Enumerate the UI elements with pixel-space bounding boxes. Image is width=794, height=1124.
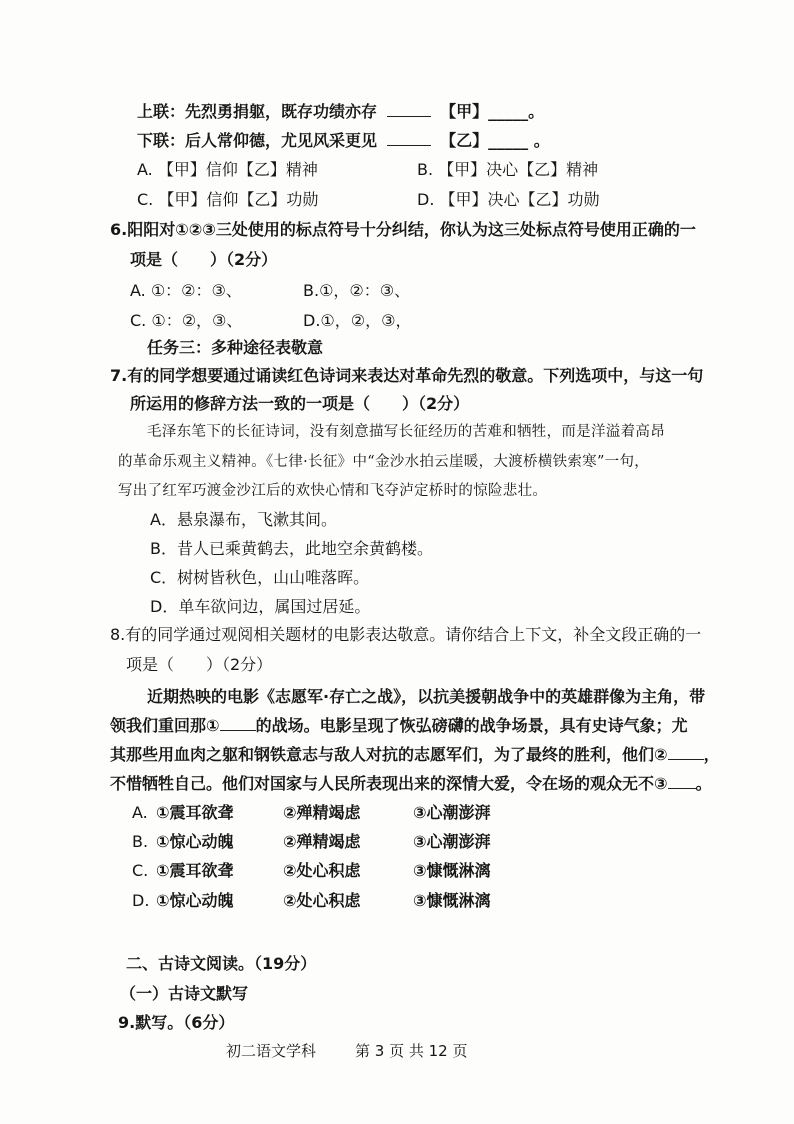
q8-option-a-c2: ②殚精竭虑 (283, 803, 361, 822)
q5-option-d: D. 【甲】决心【乙】功勋 (417, 190, 600, 209)
couplet-lower-text: 下联：后人常仰德，尤见风采更见 (137, 131, 378, 150)
q8-option-a-c3: ③心潮澎湃 (413, 803, 491, 822)
blank-line (387, 102, 431, 117)
q8-stem-line2: 项是（ ）（2分） (126, 655, 273, 674)
q8-option-b-c1: ①惊心动魄 (156, 832, 234, 851)
q6-stem-line1: 6.阳阳对①②③三处使用的标点符号十分纠结，你认为这三处标点符号使用正确的一 (110, 220, 696, 239)
q9-stem: 9.默写。（6分） (118, 1013, 235, 1032)
blank-line-1 (220, 716, 256, 731)
q7-option-a: A．悬泉瀑布，飞漱其间。 (150, 510, 337, 529)
q8-option-b-label: B. (132, 832, 149, 851)
q5-option-b: B. 【甲】决心【乙】精神 (417, 160, 599, 179)
couplet-upper (137, 102, 544, 122)
footer-subject: 初二语文学科 (226, 1042, 317, 1060)
q8-stem-line1: 8.有的同学通过观阅相关题材的电影表达敬意。请你结合上下文，补全文段正确的一 (110, 625, 702, 644)
q7-quote-line2: 的革命乐观主义精神。《七律·长征》中“金沙水拍云崖暖，大渡桥横铁索寒”一句， (118, 454, 650, 470)
q7-quote-line1: 毛泽东笔下的长征诗词，没有刻意描写长征经历的苦难和牺牲，而是洋溢着高昂 (147, 424, 665, 440)
blank-line-3 (668, 774, 696, 789)
q6-option-d: D.①，②，③， (303, 311, 412, 330)
q8-passage-line4-pre: 不惜牺牲自己。他们对国家与人民所表现出来的深情大爱，令在场的观众无不③ (110, 774, 668, 793)
q8-passage-line3-pre: 其那些用血肉之躯和钢铁意志与敌人对抗的志愿军们，为了最终的胜利，他们② (110, 745, 668, 764)
q8-passage-line3 (110, 745, 720, 765)
q8-passage-line2 (110, 716, 688, 736)
q8-option-b-c3: ③心潮澎湃 (413, 832, 491, 851)
q7-stem-line1: 7.有的同学想要通过诵读红色诗词来表达对革命先烈的敬意。下列选项中，与这一句 (110, 366, 704, 385)
q8-option-c-c1: ①震耳欲聋 (156, 861, 234, 880)
couplet-lower (137, 131, 550, 151)
q8-passage-line4 (110, 774, 712, 794)
section2-title: 二、古诗文阅读。（19分） (126, 954, 317, 973)
q8-passage-line4-post: 。 (695, 774, 712, 793)
q8-option-d-label: D. (132, 891, 150, 910)
q6-stem-line2: 项是（ ）（2分） (130, 250, 278, 269)
blank-line-2 (668, 745, 704, 760)
q7-quote-line3: 写出了红军巧渡金沙江后的欢快心情和飞夺泸定桥时的惊险悲壮。 (118, 483, 548, 499)
q8-option-d-c1: ①惊心动魄 (156, 891, 234, 910)
q5-option-a: A. 【甲】信仰【乙】精神 (137, 160, 318, 179)
q8-option-c-c2: ②处心积虑 (283, 861, 361, 880)
q8-option-a-label: A. (132, 803, 148, 822)
couplet-lower-tail: 【乙】_____ 。 (440, 131, 550, 150)
couplet-upper-text: 上联：先烈勇捐躯，既存功绩亦存 (137, 102, 378, 121)
q8-option-c-label: C. (132, 861, 149, 880)
q6-option-b: B.①，②：③、 (303, 281, 411, 300)
blank-line (387, 131, 431, 146)
footer-page-number: 第 3 页 共 12 页 (355, 1042, 468, 1060)
q8-option-a-c1: ①震耳欲聋 (156, 803, 234, 822)
task3-heading: 任务三：多种途径表敬意 (147, 338, 324, 357)
section2-subtitle: （一）古诗文默写 (120, 984, 249, 1003)
q7-option-c: C．树树皆秋色，山山唯落晖。 (150, 568, 370, 587)
q8-option-b-c2: ②殚精竭虑 (283, 832, 361, 851)
q5-option-c: C. 【甲】信仰【乙】功勋 (137, 190, 319, 209)
q7-option-b: B．昔人已乘黄鹤去，此地空余黄鹤楼。 (150, 539, 433, 558)
q8-passage-line1: 近期热映的电影《志愿军·存亡之战》，以抗美援朝战争中的英雄群像为主角，带 (147, 687, 706, 706)
q8-passage-line3-post: ， (703, 745, 720, 764)
q8-passage-line2-post: 的战场。电影呈现了恢弘磅礴的战争场景，具有史诗气象；尤 (255, 716, 688, 735)
q8-option-d-c3: ③慷慨淋漓 (413, 891, 491, 910)
q7-stem-line2: 所运用的修辞方法一致的一项是（ ）（2分） (130, 394, 470, 413)
couplet-upper-tail: 【甲】_____。 (440, 102, 545, 121)
q8-option-c-c3: ③慷慨淋漓 (413, 861, 491, 880)
q6-option-a: A. ①：②：③、 (130, 281, 242, 300)
q8-passage-line2-pre: 领我们重回那① (110, 716, 220, 735)
q8-option-d-c2: ②处心积虑 (283, 891, 361, 910)
q6-option-c: C. ①：②，③、 (130, 311, 243, 330)
q7-option-d: D．单车欲问边，属国过居延。 (150, 597, 371, 616)
